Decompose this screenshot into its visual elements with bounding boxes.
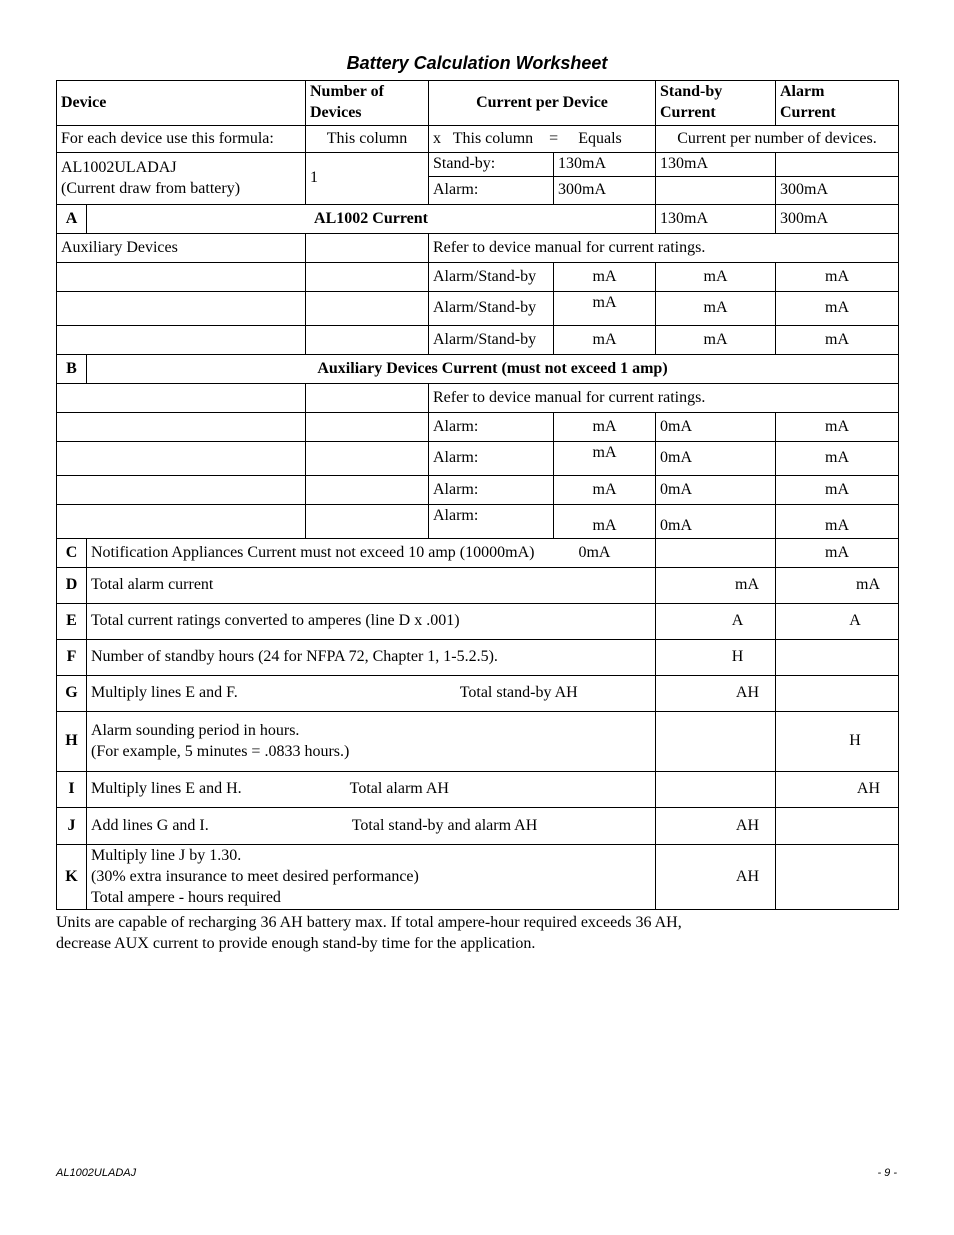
formula-operation: x This column = Equals (429, 126, 656, 153)
line-k-label: Multiply line J by 1.30. (30% extra insurance to meet desired performance) Total ampere - hours required (87, 845, 656, 910)
notif-alarm: mA (776, 413, 899, 442)
line-c-letter: C (57, 539, 87, 568)
aux-refer: Refer to device manual for current ratings. (429, 234, 899, 263)
notif-number-cell[interactable] (306, 505, 429, 539)
line-h-standby-empty (656, 712, 776, 772)
al1002-alarm-total: 300mA (776, 177, 899, 205)
line-h-letter: H (57, 712, 87, 772)
line-g-letter: G (57, 676, 87, 712)
aux-type: Alarm/Stand-by (429, 292, 554, 326)
al1002-alarm-label: Alarm: (429, 177, 554, 205)
line-i-row (57, 772, 899, 808)
aux-number-cell[interactable] (306, 326, 429, 355)
aux-device-cell[interactable] (57, 292, 306, 326)
aux-standby: mA (656, 326, 776, 355)
formula-result: Current per number of devices. (656, 126, 899, 153)
aux-device-cell[interactable] (57, 263, 306, 292)
table-row (57, 476, 899, 505)
table-row (57, 263, 899, 292)
notif-type: Alarm: (429, 413, 554, 442)
header-current-per-device: Current per Device (429, 81, 656, 126)
table-row (57, 413, 899, 442)
line-i-letter: I (57, 772, 87, 808)
notif-standby: 0mA (656, 413, 776, 442)
notif-type: Alarm: (429, 442, 554, 476)
worksheet-title: Battery Calculation Worksheet (346, 53, 608, 73)
notif-standby: 0mA (656, 505, 776, 539)
notif-refer: Refer to device manual for current ratings. (429, 384, 899, 413)
line-c-standby-empty (656, 539, 776, 568)
line-e-row (57, 604, 899, 640)
line-a-label: AL1002 Current (87, 205, 656, 234)
line-d-alarm: mA (776, 568, 899, 604)
aux-number-empty (306, 234, 429, 263)
notif-alarm: mA (776, 476, 899, 505)
al1002-standby-value: 130mA (554, 153, 656, 177)
notif-device-cell[interactable] (57, 442, 306, 476)
notif-device-cell[interactable] (57, 413, 306, 442)
recharge-note: Units are capable of recharging 36 AH battery max. If total ampere-hour required exceeds 36 AH, decrease AUX current to provide enough stand-by time for the application. (56, 914, 682, 953)
line-j-row (57, 808, 899, 845)
notif-device-cell[interactable] (57, 505, 306, 539)
notif-number-cell[interactable] (306, 476, 429, 505)
aux-per: mA (554, 263, 656, 292)
notif-device-cell[interactable] (57, 476, 306, 505)
aux-alarm: mA (776, 326, 899, 355)
line-i-label: Multiply lines E and H. Total alarm AH (87, 772, 656, 808)
al1002-standby-total: 130mA (656, 153, 776, 177)
line-h-alarm: H (776, 712, 899, 772)
line-e-alarm: A (776, 604, 899, 640)
aux-number-cell[interactable] (306, 263, 429, 292)
line-j-alarm-empty (776, 808, 899, 845)
header-number-of-devices: Number of Devices (306, 81, 429, 126)
al1002-standby-row (57, 153, 899, 177)
aux-alarm: mA (776, 292, 899, 326)
line-i-standby-empty (656, 772, 776, 808)
line-a-standby: 130mA (656, 205, 776, 234)
notif-standby: 0mA (656, 442, 776, 476)
line-e-standby: A (656, 604, 776, 640)
aux-label: Auxiliary Devices (57, 234, 306, 263)
line-f-standby: H (656, 640, 776, 676)
line-f-label: Number of standby hours (24 for NFPA 72, Chapter 1, 1-5.2.5). (87, 640, 656, 676)
aux-alarm: mA (776, 263, 899, 292)
formula-row (57, 126, 899, 153)
line-h-row (57, 712, 899, 772)
notif-number-cell[interactable] (306, 413, 429, 442)
line-k-alarm-empty (776, 845, 899, 910)
notif-header-row (57, 384, 899, 413)
line-a-row (57, 205, 899, 234)
line-g-label: Multiply lines E and F. Total stand-by AH (87, 676, 656, 712)
header-standby-current: Stand-by Current (656, 81, 776, 126)
line-d-row (57, 568, 899, 604)
notif-per: mA (554, 505, 656, 539)
notif-alarm: mA (776, 442, 899, 476)
line-c-row (57, 539, 899, 568)
line-b-letter: B (57, 355, 87, 384)
aux-type: Alarm/Stand-by (429, 326, 554, 355)
line-h-label: Alarm sounding period in hours. (For example, 5 minutes = .0833 hours.) (87, 712, 656, 772)
line-f-letter: F (57, 640, 87, 676)
line-j-letter: J (57, 808, 87, 845)
line-j-standby: AH (656, 808, 776, 845)
line-d-letter: D (57, 568, 87, 604)
battery-worksheet-table (56, 80, 899, 910)
notif-type: Alarm: (429, 505, 554, 539)
table-row (57, 505, 899, 539)
al1002-device: AL1002ULADAJ (Current draw from battery) (57, 153, 306, 205)
notif-alarm: mA (776, 505, 899, 539)
aux-standby: mA (656, 292, 776, 326)
aux-type: Alarm/Stand-by (429, 263, 554, 292)
notif-number-cell[interactable] (306, 442, 429, 476)
line-c-alarm: mA (776, 539, 899, 568)
notif-per: mA (554, 442, 656, 476)
line-c-label: Notification Appliances Current must not exceed 10 amp (10000mA) 0mA (87, 539, 656, 568)
aux-number-cell[interactable] (306, 292, 429, 326)
notif-per: mA (554, 476, 656, 505)
line-g-alarm-empty (776, 676, 899, 712)
line-e-label: Total current ratings converted to amperes (line D x .001) (87, 604, 656, 640)
notif-per: mA (554, 413, 656, 442)
table-row (57, 326, 899, 355)
notif-device-empty (57, 384, 306, 413)
aux-device-cell[interactable] (57, 326, 306, 355)
line-a-alarm: 300mA (776, 205, 899, 234)
notif-type: Alarm: (429, 476, 554, 505)
formula-label: For each device use this formula: (57, 126, 306, 153)
table-row (57, 442, 899, 476)
line-f-row (57, 640, 899, 676)
line-i-alarm: AH (776, 772, 899, 808)
aux-standby: mA (656, 263, 776, 292)
notif-number-empty (306, 384, 429, 413)
line-k-letter: K (57, 845, 87, 910)
header-alarm-current: Alarm Current (776, 81, 899, 126)
line-k-standby: AH (656, 845, 776, 910)
line-g-standby: AH (656, 676, 776, 712)
aux-per: mA (554, 292, 656, 326)
header-row (57, 81, 899, 126)
line-k-row (57, 845, 899, 910)
footer-model: AL1002ULADAJ (56, 1167, 137, 1179)
line-b-row (57, 355, 899, 384)
notif-standby: 0mA (656, 476, 776, 505)
al1002-alarm-empty (656, 177, 776, 205)
line-d-standby: mA (656, 568, 776, 604)
al1002-number: 1 (306, 153, 429, 205)
line-g-row (57, 676, 899, 712)
formula-this-column: This column (306, 126, 429, 153)
aux-header-row (57, 234, 899, 263)
header-device: Device (57, 81, 306, 126)
al1002-alarm-value: 300mA (554, 177, 656, 205)
table-row (57, 292, 899, 326)
line-b-label: Auxiliary Devices Current (must not exceed 1 amp) (87, 355, 899, 384)
line-f-alarm-empty (776, 640, 899, 676)
al1002-standby-empty (776, 153, 899, 177)
line-j-label: Add lines G and I. Total stand-by and alarm AH (87, 808, 656, 845)
aux-per: mA (554, 326, 656, 355)
footer-page-number: - 9 - (877, 1167, 897, 1179)
line-d-label: Total alarm current (87, 568, 656, 604)
al1002-standby-label: Stand-by: (429, 153, 554, 177)
line-a-letter: A (57, 205, 87, 234)
line-e-letter: E (57, 604, 87, 640)
